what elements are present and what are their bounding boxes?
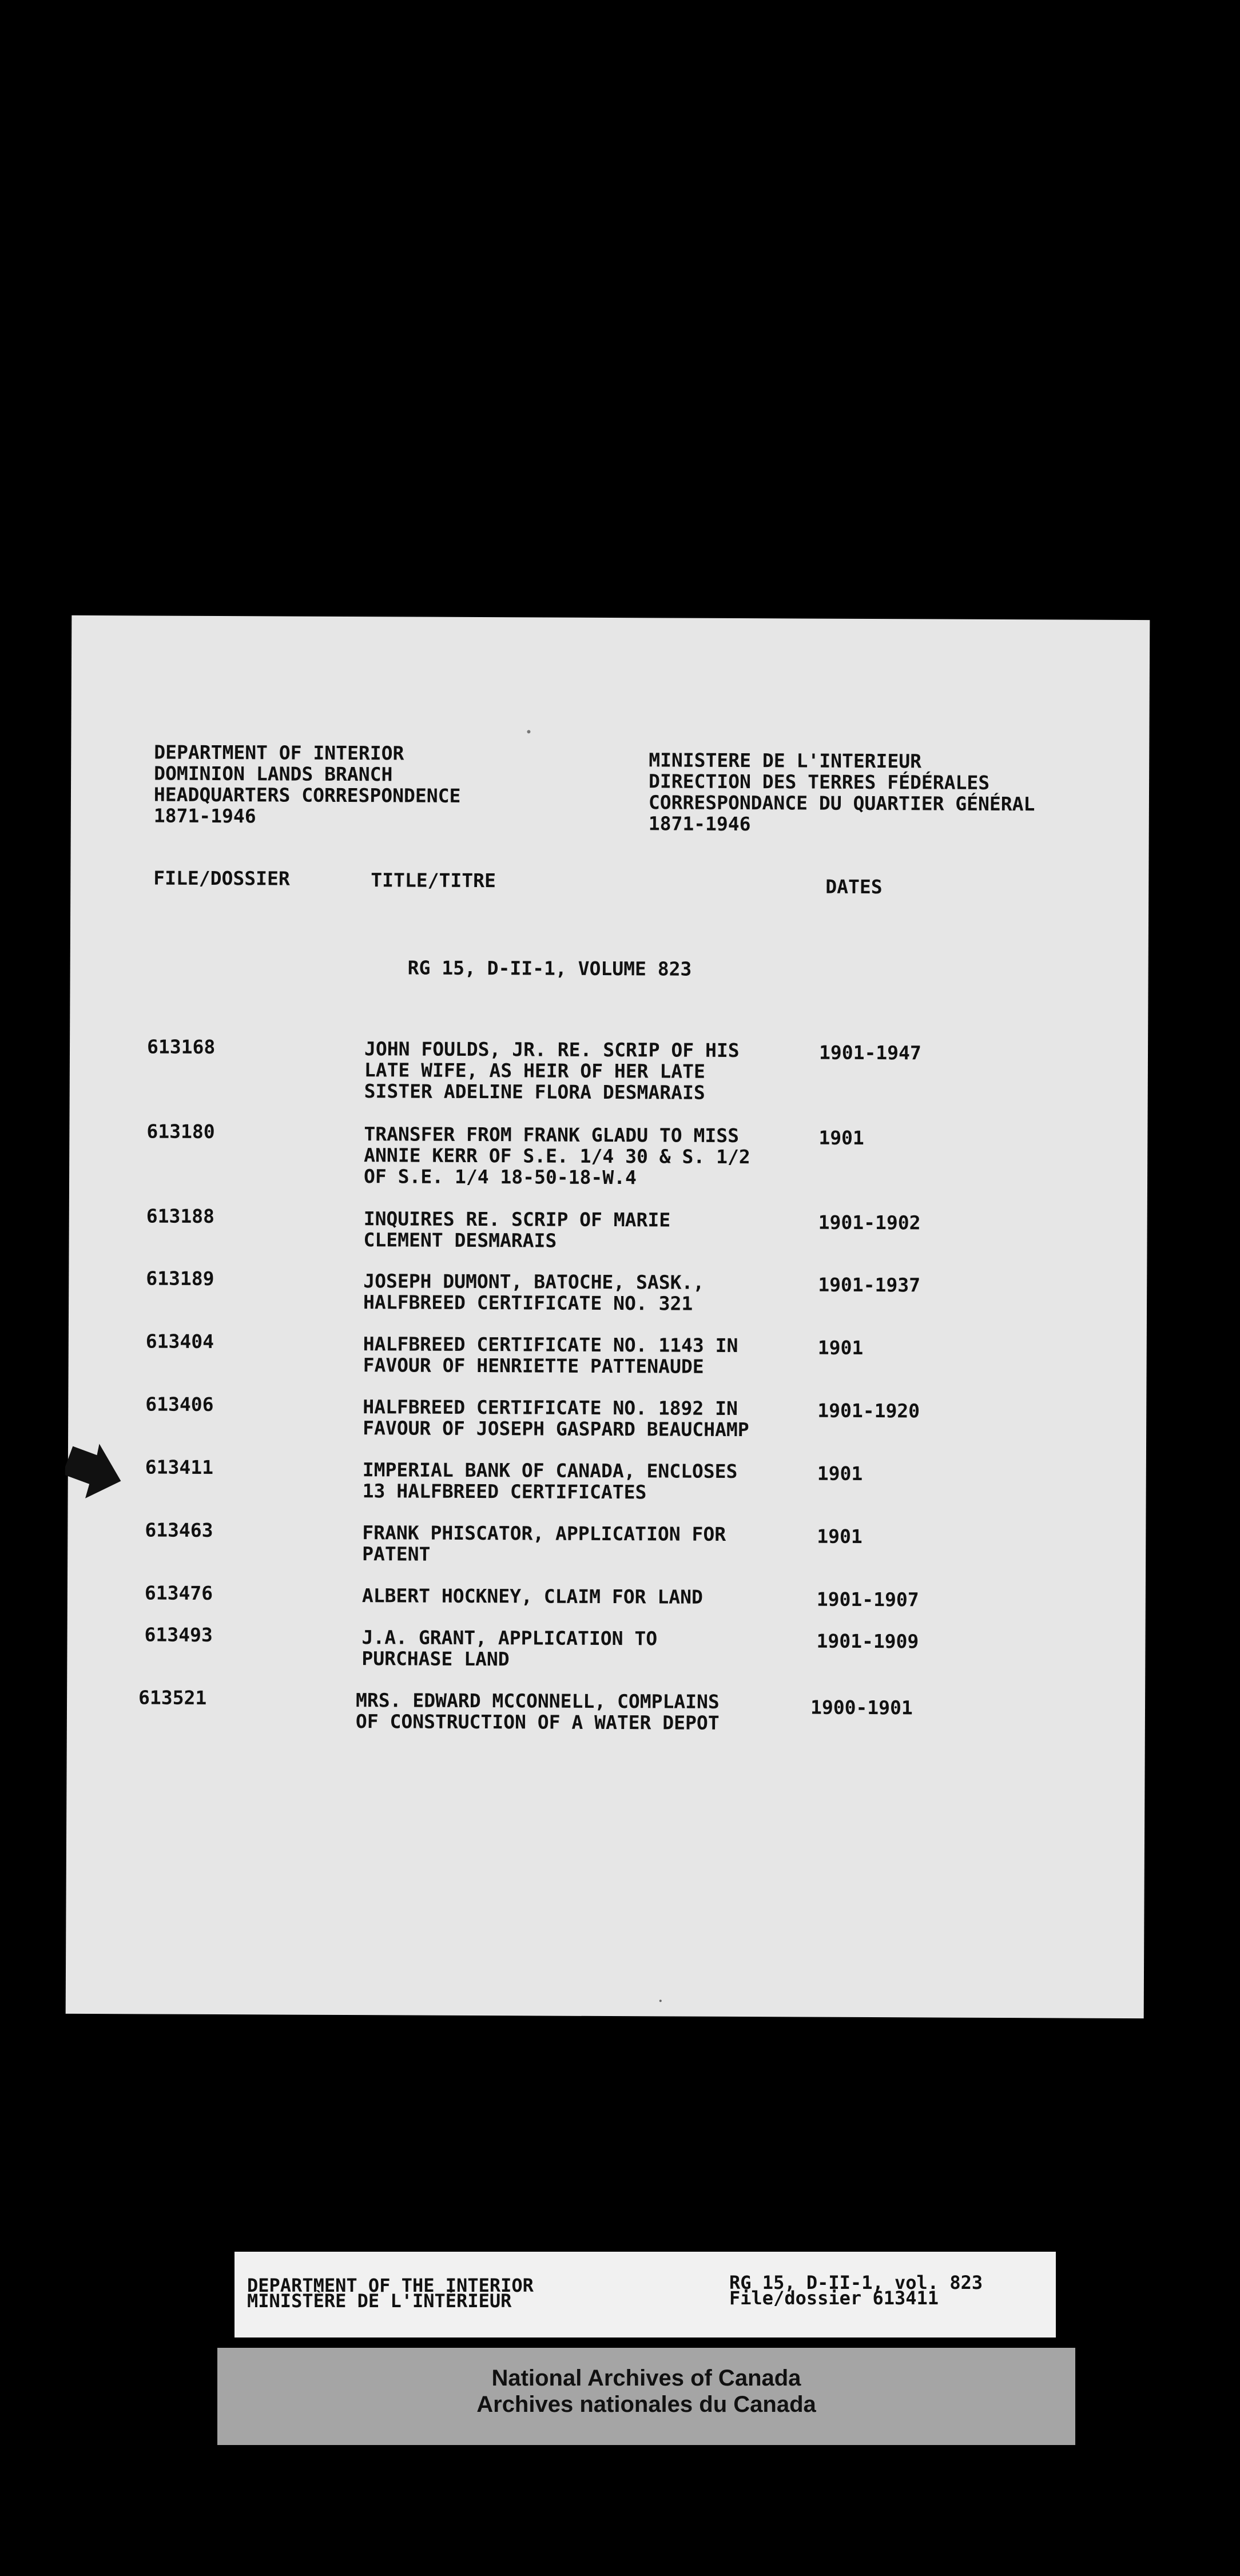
file-number: 613411 bbox=[145, 1456, 214, 1478]
file-number: 613188 bbox=[146, 1204, 215, 1227]
header-english-line: DOMINION LANDS BRANCH bbox=[154, 762, 393, 786]
entry-dates: 1901-1902 bbox=[818, 1211, 921, 1234]
file-number: 613168 bbox=[146, 1035, 216, 1059]
entry-title-line: FAVOUR OF JOSEPH GASPARD BEAUCHAMP bbox=[363, 1417, 749, 1441]
column-header-title: TITLE/TITRE bbox=[371, 869, 496, 892]
entry-title-line: J.A. GRANT, APPLICATION TO bbox=[361, 1626, 658, 1650]
entry-dates: 1901 bbox=[817, 1336, 864, 1359]
archives-banner bbox=[217, 2348, 1075, 2445]
label-volume: RG 15, D-II-1, vol. 823 bbox=[729, 2272, 983, 2293]
entry-title-line: OF S.E. 1/4 18-50-18-W.4 bbox=[363, 1165, 637, 1189]
entry-title-line: OF CONSTRUCTION OF A WATER DEPOT bbox=[355, 1710, 720, 1734]
paper-specks bbox=[66, 615, 1150, 2018]
label-department-fr: MINISTÈRE DE L'INTÉRIEUR bbox=[247, 2290, 512, 2312]
entry-dates: 1901 bbox=[817, 1462, 863, 1485]
file-number: 613406 bbox=[145, 1393, 214, 1416]
entry-title-line: FRANK PHISCATOR, APPLICATION FOR bbox=[362, 1521, 726, 1545]
file-number: 613493 bbox=[144, 1623, 213, 1646]
header-english-line: 1871-1946 bbox=[153, 804, 256, 828]
entry-title-line: JOHN FOULDS, JR. RE. SCRIP OF HIS bbox=[364, 1037, 740, 1062]
entry-dates: 1901-1947 bbox=[818, 1041, 921, 1064]
entry-dates: 1901 bbox=[817, 1525, 863, 1548]
file-number: 613463 bbox=[145, 1518, 213, 1541]
entry-title-line: ANNIE KERR OF S.E. 1/4 30 & S. 1/2 bbox=[364, 1144, 750, 1168]
file-number: 613476 bbox=[144, 1581, 213, 1604]
entry-dates: 1901 bbox=[818, 1126, 864, 1149]
entry-title-line: LATE WIFE, AS HEIR OF HER LATE bbox=[364, 1059, 705, 1083]
file-number: 613189 bbox=[146, 1267, 214, 1290]
banner-line-fr: Archives nationales du Canada bbox=[476, 2392, 816, 2417]
entry-dates: 1900-1901 bbox=[810, 1696, 913, 1719]
entry-dates: 1901-1909 bbox=[816, 1629, 919, 1653]
entry-title-line: HALFBREED CERTIFICATE NO. 1892 IN bbox=[363, 1396, 738, 1420]
header-french-line: 1871-1946 bbox=[648, 812, 751, 836]
entry-title-line: HALFBREED CERTIFICATE NO. 1143 IN bbox=[363, 1333, 738, 1357]
header-french-line: CORRESPONDANCE DU QUARTIER GÉNÉRAL bbox=[648, 791, 1035, 816]
label-department-en: DEPARTMENT OF THE INTERIOR bbox=[247, 2275, 534, 2296]
banner-line-en: National Archives of Canada bbox=[491, 2366, 801, 2391]
volume-heading: RG 15, D-II-1, VOLUME 823 bbox=[407, 956, 692, 980]
archive-label bbox=[235, 2252, 1056, 2338]
header-french-line: DIRECTION DES TERRES FÉDÉRALES bbox=[649, 770, 990, 794]
header-english-line: HEADQUARTERS CORRESPONDENCE bbox=[153, 783, 461, 807]
entry-title-line: MRS. EDWARD MCCONNELL, COMPLAINS bbox=[355, 1689, 720, 1713]
entry-title-line: IMPERIAL BANK OF CANADA, ENCLOSES bbox=[362, 1458, 738, 1482]
header-french-line: MINISTERE DE L'INTERIEUR bbox=[649, 749, 922, 773]
entry-title-line: ALBERT HOCKNEY, CLAIM FOR LAND bbox=[361, 1584, 703, 1608]
column-header-file: FILE/DOSSIER bbox=[153, 866, 290, 890]
file-number: 613180 bbox=[146, 1120, 215, 1143]
column-header-dates: DATES bbox=[825, 875, 883, 899]
document-sheet bbox=[66, 615, 1150, 2018]
entry-dates: 1901-1937 bbox=[818, 1273, 921, 1297]
entry-title-line: JOSEPH DUMONT, BATOCHE, SASK., bbox=[363, 1270, 705, 1294]
file-number: 613404 bbox=[145, 1330, 214, 1353]
file-number: 613521 bbox=[138, 1686, 207, 1709]
entry-title-line: HALFBREED CERTIFICATE NO. 321 bbox=[363, 1291, 693, 1315]
entry-title-line: PATENT bbox=[362, 1543, 431, 1565]
label-file: File/dossier 613411 bbox=[729, 2287, 939, 2309]
entry-title-line: CLEMENT DESMARAIS bbox=[363, 1229, 557, 1252]
entry-dates: 1901-1920 bbox=[817, 1399, 920, 1422]
entry-title-line: SISTER ADELINE FLORA DESMARAIS bbox=[364, 1080, 705, 1104]
entry-dates: 1901-1907 bbox=[816, 1588, 919, 1611]
header-english-line: DEPARTMENT OF INTERIOR bbox=[154, 741, 404, 765]
entry-title-line: INQUIRES RE. SCRIP OF MARIE bbox=[363, 1207, 671, 1231]
entry-title-line: 13 HALFBREED CERTIFICATES bbox=[362, 1480, 647, 1504]
entry-title-line: FAVOUR OF HENRIETTE PATTENAUDE bbox=[363, 1354, 704, 1378]
entry-title-line: TRANSFER FROM FRANK GLADU TO MISS bbox=[364, 1123, 740, 1147]
entry-title-line: PURCHASE LAND bbox=[361, 1647, 510, 1671]
